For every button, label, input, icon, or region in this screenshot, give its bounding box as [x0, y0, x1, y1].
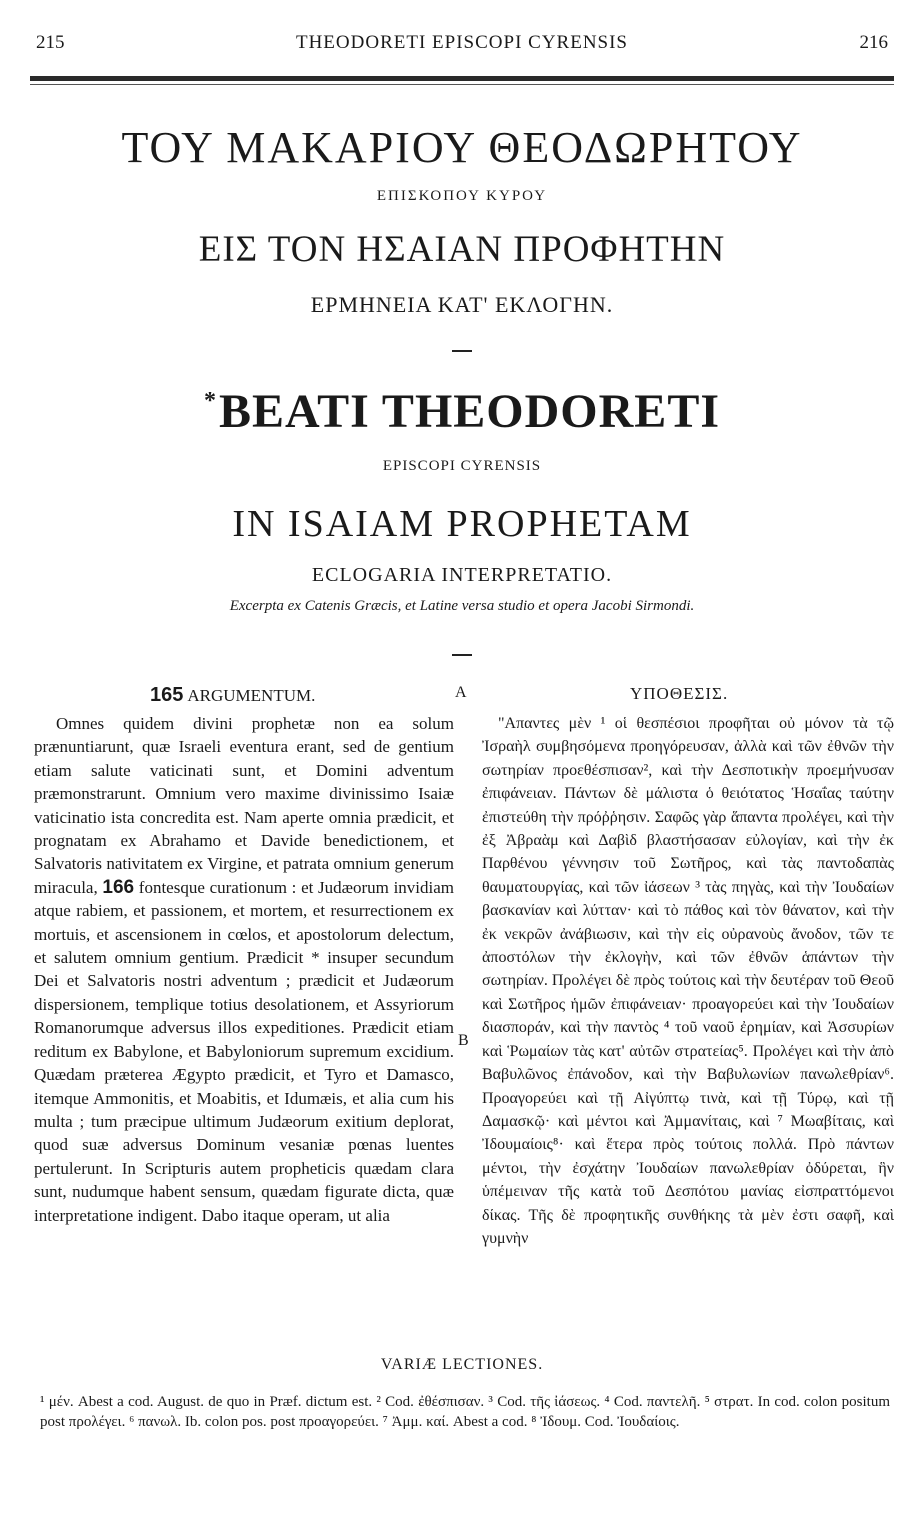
latin-title-text: BEATI THEODORETI — [218, 385, 721, 438]
latin-work-title: IN ISAIAM PROPHETAM — [232, 503, 692, 545]
section-divider — [452, 654, 472, 656]
title-divider — [452, 350, 472, 352]
greek-work-title: ΕΙΣ ΤΟΝ ΗΣΑΙΑΝ ΠΡΟΦΗΤΗΝ — [198, 229, 726, 270]
page-number-right: 216 — [859, 32, 888, 53]
variae-lectiones-notes — [40, 1392, 890, 1432]
greek-title: ΤΟΥ ΜΑΚΑΡΙΟΥ ΘΕΟΔΩΡΗΤΟΥ — [121, 123, 803, 172]
greek-column — [482, 712, 894, 1250]
page-number-left: 215 — [36, 32, 65, 53]
greek-work-subtitle: ΕΡΜΗΝΕΙΑ ΚΑΤ' ΕΚΛΟΓΗΝ. — [310, 292, 614, 317]
header-rule — [30, 76, 894, 81]
greek-subtitle: ΕΠΙΣΚΟΠΟΥ ΚΥΡΟΥ — [376, 188, 548, 204]
variae-lectiones-title: VARIÆ LECTIONES. — [380, 1356, 544, 1373]
margin-letter-b: B — [458, 1032, 469, 1049]
latin-text-part2: fontesque curationum : et Judæorum invidiam atque rabiem, et passionem, et mortem, et resurrectionem ex mortuis, et ascensionem in cœlos, et apostolorum delectum, et salutem omnium gentium. Prædicit * insuper secundum Dei et Salvatoris nostri adventum ; prædicit et Judæorum dispersionem, templique totius desolationem, et Assyriorum Romanorumque adversus illos expeditiones. Prædicit etiam reditum ex Babylone, et Babyloniorum supremum excidium. Quædam præterea Ægypto prædicit, et Tyro et Damasco, itemque Ammonitis, et Moabitis, et Idumæis, et alia cum his multa ; tum præcipue ultimum Judæorum exitium deplorat, quod suæ adversus Dominum vesaniæ pœnas luentes pertulerunt. In Scripturis autem propheticis quædam clara sunt, nudumque habent sensum, quædam figurate dicta, quæ interpretatione indigent. Dabo itaque operam, ut alia — [34, 877, 455, 1225]
hypothesis-heading: ΥΠΟΘΕΣΙΣ. — [630, 684, 729, 703]
inline-column-number: 166 — [102, 876, 135, 898]
running-title: THEODORETI EPISCOPI CYRENSIS — [295, 32, 629, 53]
latin-title — [0, 384, 924, 439]
argumentum-heading: ARGUMENTUM. — [187, 686, 316, 705]
left-column-heading — [150, 684, 315, 707]
latin-text-part1: Omnes quidem divini prophetæ non ea solum prænuntiarunt, quæ Israeli eventura erant, sed de gentium etiam salute vaticinati sunt, et Domini adventum præmonstrarunt. Omnium vero maxime divinissimo Isaiæ vaticinatio ista concredita est. Nam aperte omnia prædicit, et prognatam ex Abrahamo et Davide benedictionem, et Salvatoris nativitatem ex Virgine, et patrata omnium generum miracula, — [34, 714, 454, 897]
running-header — [30, 32, 894, 60]
footnotes: ¹ μέν. Abest a cod. August. de quo in Præf. dictum est. ² Cod. ἐθέσπισαν. ³ Cod. τῆς ἰάσεως. ⁴ Cod. παντελῆ. ⁵ στρατ. In cod. colon positum post προλέγει. ⁶ πανωλ. Ib. colon pos. post προαγορεύει. ⁷ Ἀμμ. καί. Abest a cod. ⁸ Ἰδουμ. Cod. Ἰουδαίοις. — [40, 1394, 890, 1430]
latin-paragraph — [34, 712, 454, 1227]
margin-letter-a: A — [455, 684, 467, 701]
column-number: 165 — [150, 684, 184, 706]
editorial-note: Excerpta ex Catenis Græcis, et Latine versa studio et opera Jacobi Sirmondi. — [229, 598, 695, 614]
header-rule-thin — [30, 84, 894, 85]
greek-paragraph: "Απαντες μὲν ¹ οἱ θεσπέσιοι προφῆται οὐ μόνον τὰ τῷ Ἰσραὴλ συμβησόμενα προηγόρευσαν, ἀλλὰ καὶ τῶν ἐθνῶν τὴν σωτηρίαν προεθέσπισαν², καὶ τὴν Δεσποτικὴν προεμήνυσαν ἐπιφάνειαν. Πάντων δὲ μάλιστα ὁ θειότατος Ἡσαΐας ταύτην ἐπιστεύθη τὴν πρόῤῥησιν. Σαφῶς γὰρ ἅπαντα προλέγει, καὶ τὴν ἐξ Ἀβραὰμ καὶ Δαβὶδ βλαστήσασαν εὐλογίαν, καὶ τὴν ἐκ Παρθένου γέννησιν τοῦ Σωτῆρος, καὶ τὰς παντοδαπὰς θαυματουργίας, καὶ τῶν ἰάσεων ³ τὰς πηγὰς, καὶ τὴν Ἰουδαίων βασκανίαν καὶ λύτταν· καὶ τὸ πάθος καὶ τὸν θάνατον, καὶ τὴν ἐκ νεκρῶν ἀνάβιωσιν, καὶ τὴν εἰς οὐρανοὺς ἄνοδον, τῶν τε ἀποστόλων τὴν ἐκλογὴν, καὶ τῶν ἐθνῶν ἁπάντων τὴν σωτηρίαν. Προλέγει δὲ πρὸς τούτοις καὶ τὴν δευτέραν τοῦ Θεοῦ καὶ Σωτῆρος ἡμῶν ἐπιφάνειαν· προαγορεύει καὶ τὴν Ἰουδαίων διασποράν, καὶ τὴν παντὸς ⁴ τοῦ ναοῦ ἐρημίαν, καὶ Ἀσσυρίων καὶ Ῥωμαίων τὰς κατ' αὐτῶν στρατείας⁵. Προλέγει καὶ τὴν ἀπὸ Βαβυλῶνος ἐπάνοδον, καὶ τὴν Βαβυλωνίων πανωλεθρίαν⁶. Προαγορεύει καὶ τῇ Αἰγύπτῳ τινὰ, καὶ τῇ Τύρῳ, καὶ τῇ Δαμασκῷ· καὶ μέντοι καὶ Ἀμμανίταις, καὶ ⁷ Μωαβίταις, καὶ Ἰδουμαίοις⁸· καὶ ἕτερα πρὸς τούτοις πολλά. Πρὸ πάντων μέντοι, τὴν ἐσχάτην Ἰουδαίων πανωλεθρίαν ὀδύρεται, ἣν ὑπέμειναν τῆς κατὰ τοῦ Δεσπότου μανίας εἰσπραττόμενοι δίκας. Τῆς δὲ προφητικῆς συνθήκης τὰ μὲν ἐστι σαφῆ, καὶ γυμνὴν — [482, 715, 894, 1247]
title-asterisk: * — [203, 388, 217, 414]
latin-subtitle: EPISCOPI CYRENSIS — [382, 458, 542, 474]
latin-work-subtitle: ECLOGARIA INTERPRETATIO. — [311, 564, 613, 586]
latin-column — [34, 712, 454, 1227]
